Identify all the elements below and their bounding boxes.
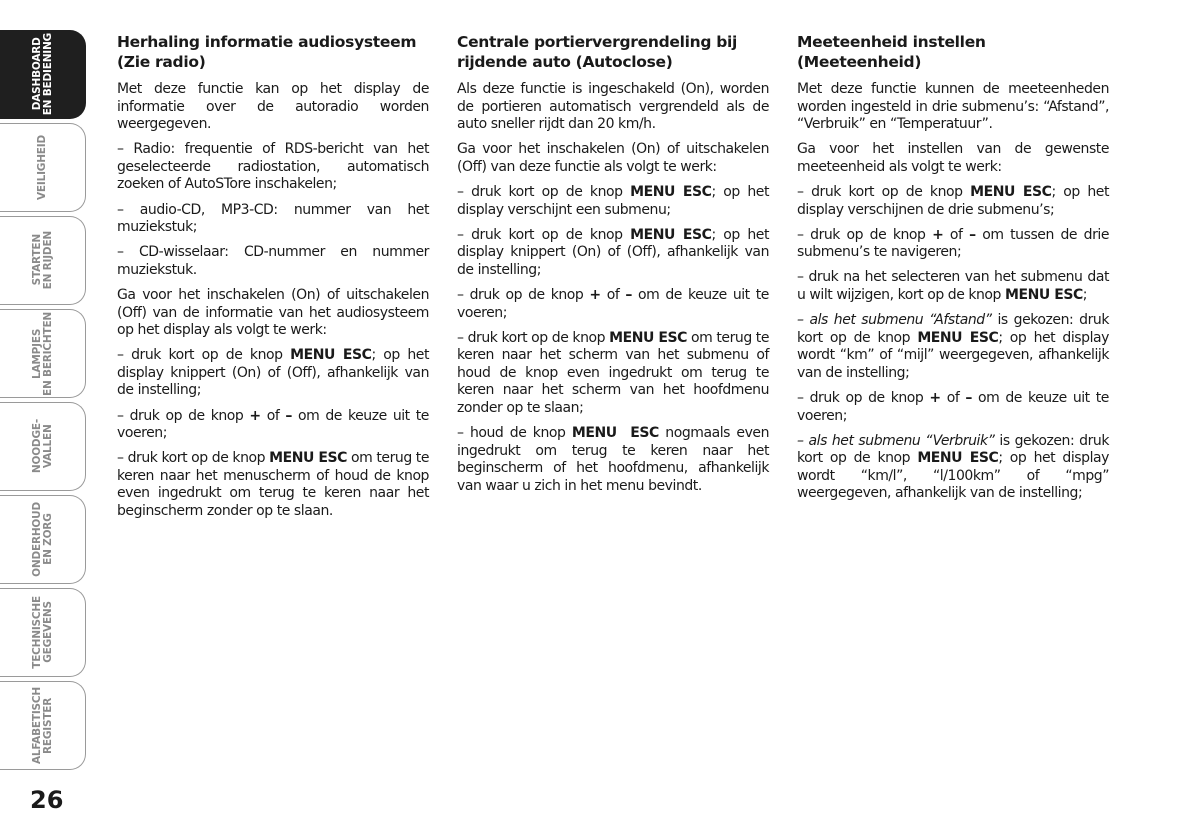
- paragraph: Met deze functie kunnen de meeteenheden worden ingesteld in drie submenu’s: “Afstand”, “Verbruik” en “Temperatuur”.: [797, 81, 1109, 133]
- tab-label: ONDERHOUD EN ZORG: [30, 502, 54, 577]
- tab-alfabetisch-register[interactable]: [0, 681, 86, 770]
- menu-esc-key: MENU ESC: [571, 425, 659, 442]
- instruction-step: – houd de knop MENU ESC nogmaals even ingedrukt om terug te keren naar het beginscherm of het hoofdmenu, afhankelijk van waar u zich in het menu bevindt.: [457, 425, 769, 494]
- column-audio-info: [117, 32, 429, 525]
- paragraph: Ga voor het inschakelen (On) of uitschakelen (Off) van de informatie van het audiosysteem op het display als volgt te werk:: [117, 286, 429, 339]
- minus-key: –: [969, 226, 976, 243]
- tab-lampjes-en-berichten[interactable]: [0, 309, 86, 398]
- paragraph: Ga voor het inschakelen (On) of uitschakelen (Off) van deze functie als volgt te werk:: [457, 141, 769, 175]
- instruction-step: – druk op de knop + of – om tussen de drie submenu’s te navigeren;: [797, 226, 1109, 261]
- menu-esc-key: MENU ESC: [290, 347, 372, 364]
- section-heading: Centrale portiervergrendeling bij rijdende auto (Autoclose): [457, 33, 738, 71]
- paragraph: – Radio: frequentie of RDS-bericht van het geselecteerde radiostation, automatisch zoeken of AutoSTore inschakelen;: [117, 141, 429, 193]
- paragraph: Als deze functie is ingeschakeld (On), worden de portieren automatisch vergrendeld als de auto sneller rijdt dan 20 km/h.: [457, 81, 769, 133]
- instruction-step: – als het submenu “Afstand” is gekozen: druk kort op de knop MENU ESC; op het display wordt “km” of “mijl” weergegeven, afhankelijk van de instelling;: [797, 312, 1109, 381]
- page-number: 26: [30, 786, 64, 814]
- plus-key: +: [932, 226, 944, 243]
- tab-label: VEILIGHEID: [36, 134, 48, 200]
- minus-key: –: [965, 389, 972, 406]
- tab-technische-gegevens[interactable]: [0, 588, 86, 677]
- instruction-step: – druk kort op de knop MENU ESC; op het display knippert (On) of (Off), afhankelijk van de instelling;: [117, 347, 430, 399]
- column-meeteenheid: [797, 32, 1109, 510]
- tab-dashboard-en-bediening[interactable]: [0, 30, 86, 119]
- menu-esc-key: MENU ESC: [609, 329, 687, 346]
- tab-label: LAMPJES EN BERICHTEN: [30, 311, 54, 396]
- tab-label: TECHNISCHE GEGEVENS: [30, 596, 54, 669]
- menu-esc-key: MENU ESC: [917, 450, 999, 467]
- menu-esc-key: MENU ESC: [269, 450, 347, 467]
- section-heading: Meeteenheid instellen (Meeteenheid): [797, 33, 986, 71]
- tab-label: DASHBOARD EN BEDIENING: [30, 33, 54, 116]
- instruction-step: – druk op de knop + of – om de keuze uit te voeren;: [457, 286, 769, 321]
- paragraph: – audio-CD, MP3-CD: nummer van het muziekstuk;: [117, 201, 429, 236]
- plus-key: +: [249, 407, 261, 424]
- paragraph: Met deze functie kan op het display de informatie over de autoradio worden weergegeven.: [117, 81, 429, 133]
- instruction-step: – druk kort op de knop MENU ESC; op het display knippert (On) of (Off), afhankelijk van de instelling;: [457, 226, 770, 278]
- paragraph: – CD-wisselaar: CD-nummer en nummer muziekstuk.: [117, 244, 429, 278]
- column-autoclose: [457, 32, 769, 503]
- menu-esc-key: MENU ESC: [1005, 286, 1083, 303]
- section-heading: Herhaling informatie audiosysteem (Zie radio): [117, 33, 417, 71]
- plus-key: +: [589, 286, 601, 303]
- plus-key: +: [929, 389, 941, 406]
- instruction-step: – druk op de knop + of – om de keuze uit te voeren;: [117, 407, 429, 442]
- instruction-step: – druk kort op de knop MENU ESC; op het display verschijnen de drie submenu’s;: [797, 183, 1110, 218]
- instruction-step: – druk op de knop + of – om de keuze uit te voeren;: [797, 389, 1109, 424]
- menu-esc-key: MENU ESC: [630, 183, 712, 200]
- instruction-step: – als het submenu “Verbruik” is gekozen: druk kort op de knop MENU ESC; op het display wordt “km/l”, “l/100km” of “mpg” weergegeven, afhankelijk van de instelling;: [797, 432, 1110, 502]
- tab-noodgevallen[interactable]: [0, 402, 86, 491]
- minus-key: –: [285, 407, 292, 424]
- instruction-step: – druk kort op de knop MENU ESC om terug te keren naar het menuscherm of houd de knop even ingedrukt om terug te keren naar het beginscherm zonder op te slaan.: [117, 450, 430, 519]
- tab-onderhoud-en-zorg[interactable]: [0, 495, 86, 584]
- menu-esc-key: MENU ESC: [630, 226, 712, 243]
- minus-key: –: [625, 286, 632, 303]
- instruction-step: – druk kort op de knop MENU ESC om terug te keren naar het scherm van het submenu of houd de knop even ingedrukt om terug te keren naar het scherm van het hoofdmenu zonder op te slaan;: [457, 329, 770, 416]
- instruction-step: – druk na het selecteren van het submenu dat u wilt wijzigen, kort op de knop MENU ESC;: [797, 269, 1109, 303]
- tab-label: NOODGE- VALLEN: [30, 419, 54, 474]
- instruction-step: – druk kort op de knop MENU ESC; op het display verschijnt een submenu;: [457, 183, 770, 218]
- tab-label: STARTEN EN RIJDEN: [30, 231, 54, 290]
- tab-starten-en-rijden[interactable]: [0, 216, 86, 305]
- menu-esc-key: MENU ESC: [970, 183, 1052, 200]
- tab-veiligheid[interactable]: [0, 123, 86, 212]
- tab-label: ALFABETISCH REGISTER: [30, 686, 54, 764]
- paragraph: Ga voor het instellen van de gewenste meeteenheid als volgt te werk:: [797, 141, 1109, 175]
- menu-esc-key: MENU ESC: [917, 329, 999, 346]
